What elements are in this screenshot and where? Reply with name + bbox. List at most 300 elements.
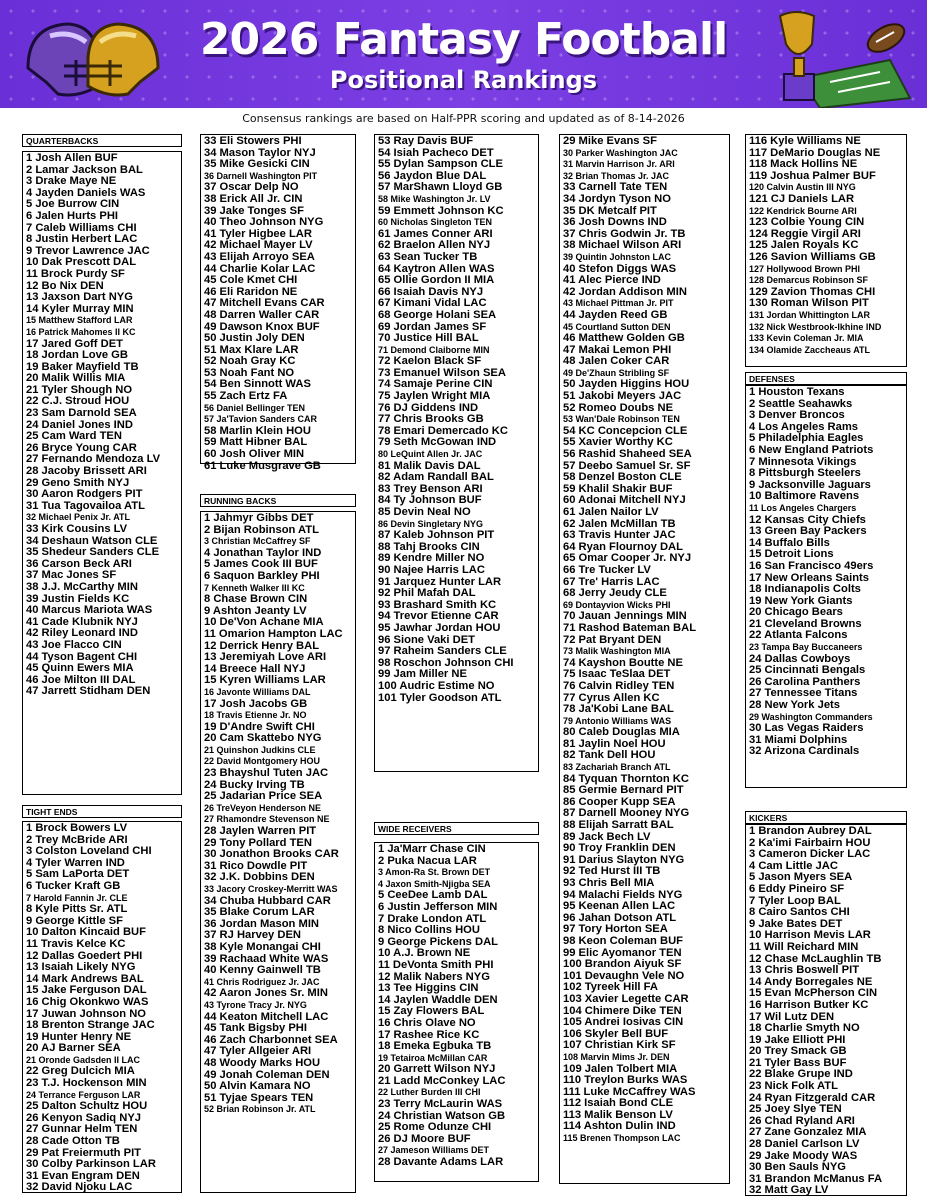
ranking-item: 128 Demarcus Robinson SF xyxy=(749,275,869,286)
ranking-item: 18 Brenton Strange JAC xyxy=(26,1020,155,1032)
def-header: DEFENSES xyxy=(745,372,907,385)
ranking-item: 5 Jason Myers SEA xyxy=(749,872,853,884)
ranking-item: 30 Parker Washington JAC xyxy=(563,147,678,158)
ranking-item: 50 Alvin Kamara NO xyxy=(204,1081,311,1093)
ranking-item: 69 Dontayvion Wicks PHI xyxy=(563,599,671,610)
ranking-item: 99 Jam Miller NE xyxy=(378,669,467,681)
ranking-item: 53 Wan'Dale Robinson TEN xyxy=(563,414,680,425)
ranking-item: 27 Jameson Williams DET xyxy=(378,1145,489,1156)
ranking-item: 4 Tyler Warren IND xyxy=(26,857,125,869)
ranking-item: 51 Jakobi Meyers JAC xyxy=(563,391,682,403)
ranking-item: 41 Tyler Higbee LAR xyxy=(204,228,312,240)
ranking-item: 96 Sione Vaki DET xyxy=(378,634,475,646)
te-list-continued xyxy=(200,134,356,472)
ranking-item: 97 Tory Horton SEA xyxy=(563,924,668,936)
ranking-item: 38 Erick All Jr. CIN xyxy=(204,193,303,205)
ranking-item: 11 DeVonta Smith PHI xyxy=(378,959,494,971)
ranking-item: 67 Tre' Harris LAC xyxy=(563,576,660,588)
ranking-item: 62 Jalen McMillan TB xyxy=(563,518,676,530)
ranking-item: 10 Harrison Mevis LAR xyxy=(749,930,871,942)
te-header: TIGHT ENDS xyxy=(22,805,182,818)
ranking-item: 7 Harold Fannin Jr. CLE xyxy=(26,892,128,903)
ranking-item: 94 Trevor Etienne CAR xyxy=(378,611,499,623)
ranking-item: 25 Joey Slye TEN xyxy=(749,1104,842,1116)
ranking-item: 79 Seth McGowan IND xyxy=(378,437,497,449)
ranking-item: 65 Ollie Gordon II MIA xyxy=(378,275,495,287)
ranking-item: 70 Jauan Jennings MIN xyxy=(563,611,687,623)
ranking-item: 68 George Holani SEA xyxy=(378,309,497,321)
ranking-item: 1 Ja'Marr Chase CIN xyxy=(378,844,486,855)
ranking-item: 6 Justin Jefferson MIN xyxy=(378,901,498,913)
ranking-item: 31 Tua Tagovailoa ATL xyxy=(26,500,145,512)
ranking-item: 57 Deebo Samuel Sr. SF xyxy=(563,460,691,472)
ranking-item: 20 AJ Barner SEA xyxy=(26,1043,121,1055)
ranking-item: 17 New Orleans Saints xyxy=(749,572,870,584)
ranking-item: 14 Andy Borregales NE xyxy=(749,976,873,988)
ranking-item: 53 Ray Davis BUF xyxy=(378,136,474,147)
rb-list-continued xyxy=(374,134,539,772)
ranking-item: 2 Lamar Jackson BAL xyxy=(26,164,143,176)
ranking-item: 4 Jaxon Smith-Njigba SEA xyxy=(378,878,491,889)
ranking-item: 39 Quintin Johnston LAC xyxy=(563,251,671,262)
ranking-item: 32 Brian Thomas Jr. JAC xyxy=(563,170,670,181)
ranking-item: 45 Tank Bigsby PHI xyxy=(204,1023,307,1035)
ranking-item: 35 Blake Corum LAR xyxy=(204,907,315,919)
ranking-item: 22 David Montgomery HOU xyxy=(204,756,321,767)
ranking-item: 113 Malik Benson LV xyxy=(563,1109,673,1121)
ranking-item: 14 Kyler Murray MIN xyxy=(26,303,134,315)
ranking-item: 62 Braelon Allen NYJ xyxy=(378,240,491,252)
ranking-item: 132 Nick Westbrook-Ikhine IND xyxy=(749,321,882,332)
ranking-item: 44 Tyson Bagent CHI xyxy=(26,651,138,663)
ranking-item: 71 Demond Claiborne MIN xyxy=(378,344,490,355)
ranking-item: 73 Malik Washington MIA xyxy=(563,646,671,657)
ranking-item: 82 Tank Dell HOU xyxy=(563,750,656,762)
ranking-item: 78 Emari Demercado KC xyxy=(378,425,508,437)
ranking-item: 8 Kyle Pitts Sr. ATL xyxy=(26,904,128,916)
ranking-item: 42 Jordan Addison MIN xyxy=(563,286,687,298)
ranking-item: 43 Joe Flacco CIN xyxy=(26,639,122,651)
ranking-item: 18 Indianapolis Colts xyxy=(749,584,861,596)
ranking-item: 22 Atlanta Falcons xyxy=(749,630,848,642)
ranking-item: 21 Tyler Bass BUF xyxy=(749,1057,847,1069)
ranking-item: 10 Dalton Kincaid BUF xyxy=(26,927,146,939)
ranking-item: 23 Sam Darnold SEA xyxy=(26,408,137,420)
ranking-item: 12 Malik Nabers NYG xyxy=(378,971,490,983)
ranking-item: 70 Justice Hill BAL xyxy=(378,333,479,345)
ranking-item: 8 Cairo Santos CHI xyxy=(749,907,850,919)
ranking-item: 97 Raheim Sanders CLE xyxy=(378,646,507,658)
ranking-item: 1 Jahmyr Gibbs DET xyxy=(204,513,314,524)
ranking-item: 45 Cole Kmet CHI xyxy=(204,275,298,287)
ranking-item: 11 Will Reichard MIN xyxy=(749,941,859,953)
ranking-item: 60 Josh Oliver MIN xyxy=(204,449,305,461)
ranking-item: 96 Jahan Dotson ATL xyxy=(563,912,677,924)
ranking-item: 19 Hunter Henry NE xyxy=(26,1031,132,1043)
ranking-item: 5 James Cook III BUF xyxy=(204,559,318,571)
ranking-item: 33 Carnell Tate TEN xyxy=(563,182,668,194)
ranking-item: 58 Denzel Boston CLE xyxy=(563,472,682,484)
ranking-item: 23 T.J. Hockenson MIN xyxy=(26,1078,147,1090)
ranking-item: 13 Isaiah Likely NYG xyxy=(26,962,136,974)
ranking-item: 33 Kirk Cousins LV xyxy=(26,524,128,535)
ranking-item: 23 Nick Folk ATL xyxy=(749,1081,838,1093)
ranking-item: 40 Kenny Gainwell TB xyxy=(204,965,321,977)
ranking-item: 9 George Pickens DAL xyxy=(378,936,498,948)
ranking-item: 16 Chig Okonkwo WAS xyxy=(26,996,149,1008)
ranking-item: 133 Kevin Coleman Jr. MIA xyxy=(749,333,864,344)
ranking-item: 47 Jarrett Stidham DEN xyxy=(26,686,151,698)
trophy-icon xyxy=(760,8,920,108)
ranking-item: 89 Jack Bech LV xyxy=(563,831,651,843)
ranking-item: 38 Michael Wilson ARI xyxy=(563,240,682,252)
ranking-item: 22 Blake Grupe IND xyxy=(749,1069,853,1081)
ranking-item: 6 Eddy Pineiro SF xyxy=(749,883,845,895)
ranking-item: 4 Jonathan Taylor IND xyxy=(204,547,322,559)
ranking-item: 58 Marlin Klein HOU xyxy=(204,425,311,437)
ranking-item: 33 Jacory Croskey-Merritt WAS xyxy=(204,884,338,894)
ranking-item: 4 Los Angeles Rams xyxy=(749,421,859,433)
ranking-item: 66 Isaiah Davis NYJ xyxy=(378,286,484,298)
ranking-item: 3 Cameron Dicker LAC xyxy=(749,849,871,861)
ranking-item: 16 Harrison Butker KC xyxy=(749,999,869,1011)
ranking-item: 2 Seattle Seahawks xyxy=(749,398,853,410)
ranking-item: 43 Michael Pittman Jr. PIT xyxy=(563,298,674,309)
ranking-item: 58 Mike Washington Jr. LV xyxy=(378,193,491,204)
ranking-item: 24 Daniel Jones IND xyxy=(26,419,133,431)
ranking-item: 23 Tampa Bay Buccaneers xyxy=(749,642,863,653)
ranking-item: 10 De'Von Achane MIA xyxy=(204,617,324,629)
ranking-item: 94 Malachi Fields NYG xyxy=(563,889,683,901)
ranking-item: 20 Chicago Bears xyxy=(749,607,843,619)
ranking-item: 27 Fernando Mendoza LV xyxy=(26,454,161,466)
te-list xyxy=(22,821,182,1193)
ranking-item: 17 Rashee Rice KC xyxy=(378,1029,480,1041)
ranking-item: 15 Zay Flowers BAL xyxy=(378,1006,485,1018)
ranking-item: 121 CJ Daniels LAR xyxy=(749,193,855,205)
ranking-item: 41 Cade Klubnik NYJ xyxy=(26,616,138,628)
ranking-item: 40 Stefon Diggs WAS xyxy=(563,263,677,275)
ranking-item: 106 Skyler Bell BUF xyxy=(563,1028,669,1040)
ranking-item: 36 Josh Downs IND xyxy=(563,217,667,229)
ranking-item: 81 Jaylin Noel HOU xyxy=(563,738,666,750)
ranking-item: 84 Ty Johnson BUF xyxy=(378,495,482,507)
ranking-item: 26 Chad Ryland ARI xyxy=(749,1115,855,1127)
ranking-item: 60 Adonai Mitchell NYJ xyxy=(563,495,686,507)
consensus-note: Consensus rankings are based on Half-PPR scoring and updated as of 8-14-2026 xyxy=(242,112,685,125)
ranking-item: 88 Tahj Brooks CIN xyxy=(378,541,480,553)
wr-header: WIDE RECEIVERS xyxy=(374,822,539,835)
ranking-item: 27 Rhamondre Stevenson NE xyxy=(204,814,330,825)
ranking-item: 78 Ja'Kobi Lane BAL xyxy=(563,704,674,716)
ranking-item: 52 Brian Robinson Jr. ATL xyxy=(204,1104,316,1115)
ranking-item: 35 DK Metcalf PIT xyxy=(563,205,657,217)
ranking-item: 19 Jake Elliott PHI xyxy=(749,1034,846,1046)
ranking-item: 34 Deshaun Watson CLE xyxy=(26,535,158,547)
ranking-item: 54 Ben Sinnott WAS xyxy=(204,379,311,391)
page-title: 2026 Fantasy Football xyxy=(199,14,728,65)
ranking-item: 29 Washington Commanders xyxy=(749,711,873,722)
ranking-item: 47 Tyler Allgeier ARI xyxy=(204,1046,312,1058)
ranking-item: 11 Omarion Hampton LAC xyxy=(204,628,343,640)
ranking-item: 75 Jaylen Wright MIA xyxy=(378,391,491,403)
ranking-item: 73 Emanuel Wilson SEA xyxy=(378,367,506,379)
rb-list xyxy=(200,511,356,1193)
ranking-item: 20 Garrett Wilson NYJ xyxy=(378,1064,496,1076)
ranking-item: 55 Zach Ertz FA xyxy=(204,391,288,403)
ranking-item: 25 Cam Ward TEN xyxy=(26,431,122,443)
ranking-item: 49 De'Zhaun Stribling SF xyxy=(563,367,670,378)
ranking-item: 19 D'Andre Swift CHI xyxy=(204,721,315,733)
ranking-item: 51 Tyjae Spears TEN xyxy=(204,1092,314,1104)
ranking-item: 102 Tyreek Hill FA xyxy=(563,982,658,994)
ranking-item: 95 Jawhar Jordan HOU xyxy=(378,622,501,634)
ranking-item: 63 Travis Hunter JAC xyxy=(563,530,676,542)
ranking-item: 100 Audric Estime NO xyxy=(378,680,495,692)
ranking-item: 107 Christian Kirk SF xyxy=(563,1040,676,1052)
ranking-item: 25 Rome Odunze CHI xyxy=(378,1122,492,1134)
ranking-item: 9 Trevor Lawrence JAC xyxy=(26,245,150,257)
ranking-item: 26 DJ Moore BUF xyxy=(378,1133,471,1145)
ranking-item: 1 Houston Texans xyxy=(749,387,845,398)
ranking-item: 32 J.K. Dobbins DEN xyxy=(204,872,315,884)
ranking-item: 34 Chuba Hubbard CAR xyxy=(204,895,331,907)
ranking-item: 71 Rashod Bateman BAL xyxy=(563,622,697,634)
ranking-item: 3 Christian McCaffrey SF xyxy=(204,536,311,547)
ranking-item: 24 Ryan Fitzgerald CAR xyxy=(749,1092,876,1104)
ranking-item: 7 Minnesota Vikings xyxy=(749,456,857,468)
ranking-item: 44 Charlie Kolar LAC xyxy=(204,263,316,275)
ranking-item: 4 Cam Little JAC xyxy=(749,860,838,872)
ranking-item: 10 Baltimore Ravens xyxy=(749,491,860,503)
ranking-item: 25 Dalton Schultz HOU xyxy=(26,1101,148,1113)
ranking-item: 83 Trey Benson ARI xyxy=(378,483,483,495)
ranking-item: 112 Isaiah Bond CLE xyxy=(563,1098,674,1110)
ranking-item: 39 Rachaad White WAS xyxy=(204,953,329,965)
ranking-item: 119 Joshua Palmer BUF xyxy=(749,170,876,182)
ranking-item: 31 Miami Dolphins xyxy=(749,734,848,746)
ranking-item: 92 Ted Hurst III TB xyxy=(563,866,661,878)
ranking-item: 77 Cyrus Allen KC xyxy=(563,692,660,704)
ranking-item: 29 Pat Freiermuth PIT xyxy=(26,1147,142,1159)
ranking-item: 19 Tetairoa McMillan CAR xyxy=(378,1052,488,1063)
qb-header: QUARTERBACKS xyxy=(22,134,182,147)
ranking-item: 61 James Conner ARI xyxy=(378,228,493,240)
ranking-item: 66 Tre Tucker LV xyxy=(563,564,651,576)
ranking-item: 22 Luther Burden III CHI xyxy=(378,1087,481,1098)
ranking-item: 27 Tennessee Titans xyxy=(749,688,858,700)
ranking-item: 42 Riley Leonard IND xyxy=(26,628,138,640)
ranking-item: 19 Baker Mayfield TB xyxy=(26,361,139,373)
ranking-item: 9 Ashton Jeanty LV xyxy=(204,605,307,617)
ranking-item: 39 Justin Fields KC xyxy=(26,593,130,605)
ranking-item: 60 Nicholas Singleton TEN xyxy=(378,217,493,228)
ranking-item: 21 Cleveland Browns xyxy=(749,618,862,630)
ranking-item: 30 Colby Parkinson LAR xyxy=(26,1159,156,1171)
ranking-item: 45 Courtland Sutton DEN xyxy=(563,321,671,332)
ranking-item: 5 Sam LaPorta DET xyxy=(26,869,130,881)
ranking-item: 31 Marvin Harrison Jr. ARI xyxy=(563,159,675,170)
ranking-item: 38 Kyle Monangai CHI xyxy=(204,941,321,953)
ranking-item: 20 Trey Smack GB xyxy=(749,1046,847,1058)
ranking-item: 63 Sean Tucker TB xyxy=(378,251,478,263)
ranking-item: 15 Evan McPherson CIN xyxy=(749,988,878,1000)
ranking-item: 29 Tony Pollard TEN xyxy=(204,837,312,849)
ranking-item: 125 Jalen Royals KC xyxy=(749,240,859,252)
ranking-item: 14 Breece Hall NYJ xyxy=(204,663,306,675)
ranking-item: 50 Jayden Higgins HOU xyxy=(563,379,690,391)
ranking-item: 52 Noah Gray KC xyxy=(204,356,296,368)
wr-list-continued xyxy=(559,134,730,1184)
ranking-item: 75 Isaac TeSlaa DET xyxy=(563,669,671,681)
ranking-item: 4 Jayden Daniels WAS xyxy=(26,187,146,199)
ranking-item: 99 Elic Ayomanor TEN xyxy=(563,947,682,959)
ranking-item: 84 Tyquan Thornton KC xyxy=(563,773,689,785)
ranking-item: 11 Brock Purdy SF xyxy=(26,268,125,280)
ranking-item: 55 Xavier Worthy KC xyxy=(563,437,673,449)
ranking-item: 68 Jerry Jeudy CLE xyxy=(563,588,667,600)
ranking-item: 22 C.J. Stroud HOU xyxy=(26,396,130,408)
ranking-item: 43 Tyrone Tracy Jr. NYG xyxy=(204,999,307,1010)
ranking-item: 26 Bryce Young CAR xyxy=(26,442,137,454)
ranking-item: 10 A.J. Brown NE xyxy=(378,948,471,960)
ranking-item: 116 Kyle Williams NE xyxy=(749,136,861,147)
ranking-item: 15 Matthew Stafford LAR xyxy=(26,315,133,326)
ranking-item: 114 Ashton Dulin IND xyxy=(563,1121,676,1133)
ranking-item: 44 Keaton Mitchell LAC xyxy=(204,1011,329,1023)
ranking-item: 105 Andrei Iosivas CIN xyxy=(563,1017,684,1029)
ranking-item: 35 Mike Gesicki CIN xyxy=(204,159,310,171)
ranking-item: 46 Zach Charbonnet SEA xyxy=(204,1034,338,1046)
ranking-item: 74 Kayshon Boutte NE xyxy=(563,657,683,669)
ranking-item: 8 Pittsburgh Steelers xyxy=(749,468,861,480)
ranking-item: 7 Tyler Loop BAL xyxy=(749,895,841,907)
ranking-item: 28 Davante Adams LAR xyxy=(378,1157,504,1169)
ranking-item: 101 Tyler Goodson ATL xyxy=(378,692,502,704)
ranking-item: 32 Matt Gay LV xyxy=(749,1185,829,1197)
ranking-item: 12 Derrick Henry BAL xyxy=(204,640,320,652)
ranking-item: 26 Kenyon Sadiq NYJ xyxy=(26,1112,142,1124)
ranking-item: 28 Jaylen Warren PIT xyxy=(204,826,317,838)
ranking-item: 89 Kendre Miller NO xyxy=(378,553,485,565)
ranking-item: 9 Jake Bates DET xyxy=(749,918,843,930)
ranking-item: 20 Malik Willis MIA xyxy=(26,373,126,385)
ranking-item: 36 Jordan Mason MIN xyxy=(204,918,320,930)
wr-list xyxy=(374,842,539,1182)
ranking-item: 15 Kyren Williams LAR xyxy=(204,675,326,687)
ranking-item: 40 Marcus Mariota WAS xyxy=(26,605,153,617)
ranking-item: 56 Rashid Shaheed SEA xyxy=(563,449,692,461)
ranking-item: 115 Brenen Thompson LAC xyxy=(563,1133,681,1144)
ranking-item: 92 Phil Mafah DAL xyxy=(378,588,476,600)
ranking-item: 2 Trey McBride ARI xyxy=(26,834,128,846)
ranking-item: 14 Jaylen Waddle DEN xyxy=(378,994,498,1006)
ranking-item: 123 Colbie Young CIN xyxy=(749,217,865,229)
ranking-item: 45 Quinn Ewers MIA xyxy=(26,663,134,675)
ranking-item: 38 J.J. McCarthy MIN xyxy=(26,581,138,593)
ranking-item: 1 Brock Bowers LV xyxy=(26,823,128,834)
ranking-item: 88 Elijah Sarratt BAL xyxy=(563,820,674,832)
ranking-item: 118 Mack Hollins NE xyxy=(749,159,858,171)
ranking-item: 21 Oronde Gadsden II LAC xyxy=(26,1054,141,1065)
ranking-item: 6 Tucker Kraft GB xyxy=(26,880,121,892)
ranking-item: 3 Drake Maye NE xyxy=(26,176,117,188)
ranking-item: 24 Bucky Irving TB xyxy=(204,779,305,791)
ranking-item: 86 Cooper Kupp SEA xyxy=(563,796,676,808)
ranking-item: 20 Cam Skattebo NYG xyxy=(204,733,322,745)
ranking-item: 3 Colston Loveland CHI xyxy=(26,846,152,858)
ranking-item: 43 Elijah Arroyo SEA xyxy=(204,251,315,263)
k-header: KICKERS xyxy=(745,811,907,824)
ranking-item: 36 Darnell Washington PIT xyxy=(204,170,318,181)
ranking-item: 2 Bijan Robinson ATL xyxy=(204,524,319,536)
ranking-item: 5 Philadelphia Eagles xyxy=(749,433,864,445)
ranking-item: 14 Mark Andrews BAL xyxy=(26,973,144,985)
ranking-item: 126 Savion Williams GB xyxy=(749,251,876,263)
ranking-item: 117 DeMario Douglas NE xyxy=(749,147,881,159)
ranking-item: 39 Jake Tonges SF xyxy=(204,205,304,217)
wr-list-continued-2 xyxy=(745,134,907,367)
ranking-item: 19 New York Giants xyxy=(749,595,853,607)
ranking-item: 91 Darius Slayton NYG xyxy=(563,854,685,866)
ranking-item: 33 Eli Stowers PHI xyxy=(204,136,302,147)
ranking-item: 46 Joe Milton III DAL xyxy=(26,674,136,686)
ranking-item: 56 Daniel Bellinger TEN xyxy=(204,402,306,413)
ranking-item: 21 Quinshon Judkins CLE xyxy=(204,744,316,755)
ranking-item: 77 Chris Brooks GB xyxy=(378,414,484,426)
ranking-item: 130 Roman Wilson PIT xyxy=(749,298,869,310)
ranking-item: 85 Germie Bernard PIT xyxy=(563,785,684,797)
ranking-item: 29 Mike Evans SF xyxy=(563,136,657,147)
ranking-item: 54 Isiah Pacheco DET xyxy=(378,147,494,159)
ranking-item: 47 Makai Lemon PHI xyxy=(563,344,672,356)
ranking-item: 15 Jake Ferguson DAL xyxy=(26,985,147,997)
ranking-item: 50 Justin Joly DEN xyxy=(204,333,305,345)
ranking-item: 61 Jalen Nailor LV xyxy=(563,507,659,518)
ranking-item: 16 Chris Olave NO xyxy=(378,1017,476,1029)
ranking-item: 83 Zachariah Branch ATL xyxy=(563,762,671,773)
ranking-item: 22 Greg Dulcich MIA xyxy=(26,1066,135,1078)
ranking-item: 30 Las Vegas Raiders xyxy=(749,723,864,735)
ranking-item: 16 San Francisco 49ers xyxy=(749,560,874,572)
ranking-item: 23 Bhayshul Tuten JAC xyxy=(204,768,329,780)
ranking-item: 93 Brashard Smith KC xyxy=(378,599,497,611)
ranking-item: 18 Charlie Smyth NO xyxy=(749,1023,860,1035)
ranking-item: 44 Jayden Reed GB xyxy=(563,309,668,321)
ranking-item: 42 Michael Mayer LV xyxy=(204,240,313,252)
ranking-item: 65 Omar Cooper Jr. NYJ xyxy=(563,553,692,565)
ranking-item: 59 Matt Hibner BAL xyxy=(204,437,308,449)
ranking-item: 47 Mitchell Evans CAR xyxy=(204,298,325,310)
ranking-item: 48 Woody Marks HOU xyxy=(204,1057,321,1069)
ranking-item: 35 Shedeur Sanders CLE xyxy=(26,547,160,559)
ranking-item: 41 Chris Rodriguez Jr. JAC xyxy=(204,976,320,987)
ranking-item: 7 Kenneth Walker III KC xyxy=(204,582,305,593)
ranking-item: 25 Cincinnati Bengals xyxy=(749,665,866,677)
ranking-item: 64 Kaytron Allen WAS xyxy=(378,263,495,275)
ranking-item: 122 Kendrick Bourne ARI xyxy=(749,205,857,216)
ranking-item: 18 Travis Etienne Jr. NO xyxy=(204,710,307,721)
ranking-item: 17 Jared Goff DET xyxy=(26,338,123,350)
def-list xyxy=(745,385,907,788)
ranking-item: 56 Jaydon Blue DAL xyxy=(378,170,487,182)
ranking-item: 31 Brandon McManus FA xyxy=(749,1173,883,1185)
ranking-item: 52 Romeo Doubs NE xyxy=(563,402,674,414)
ranking-item: 69 Jordan James SF xyxy=(378,321,487,333)
ranking-item: 42 Aaron Jones Sr. MIN xyxy=(204,988,328,1000)
ranking-item: 3 Amon-Ra St. Brown DET xyxy=(378,867,491,878)
ranking-item: 129 Zavion Thomas CHI xyxy=(749,286,876,298)
